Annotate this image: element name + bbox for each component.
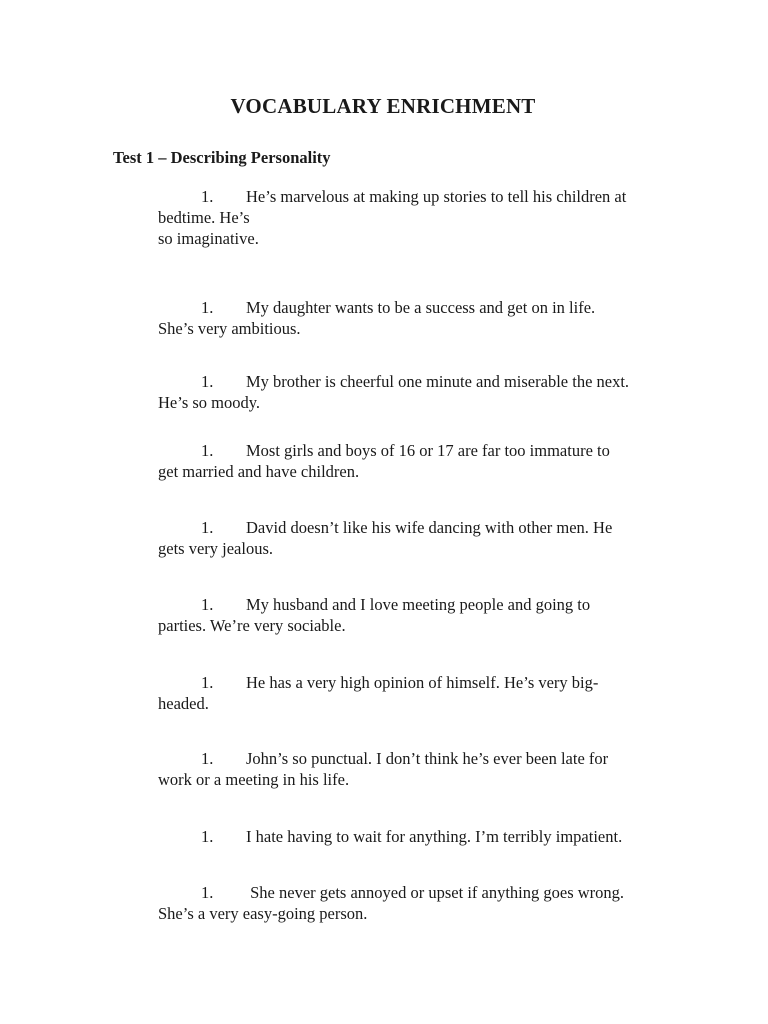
- item-text-continued: He’s so moody.: [158, 393, 261, 412]
- item-text-continued: gets very jealous.: [158, 539, 274, 558]
- list-item: [158, 594, 678, 636]
- item-text: My husband and I love meeting people and going to: [246, 595, 591, 614]
- list-item: [158, 371, 678, 413]
- item-number: 1.: [201, 187, 214, 206]
- item-number: 1.: [201, 518, 214, 537]
- list-item: [158, 826, 678, 847]
- item-number: 1.: [201, 673, 214, 692]
- item-text-continued: bedtime. He’s so imaginative.: [158, 208, 259, 248]
- list-item: [158, 186, 678, 249]
- item-text: John’s so punctual. I don’t think he’s ever been late for: [246, 749, 609, 768]
- item-text-continued: parties. We’re very sociable.: [158, 616, 346, 635]
- item-text: Most girls and boys of 16 or 17 are far too immature to: [246, 441, 610, 460]
- list-item: [158, 748, 678, 790]
- item-text: I hate having to wait for anything. I’m terribly impatient.: [246, 827, 623, 846]
- item-text: David doesn’t like his wife dancing with other men. He: [246, 518, 613, 537]
- list-item: [158, 440, 678, 482]
- item-number: 1.: [201, 827, 214, 846]
- list-item: [158, 297, 678, 339]
- item-text: My brother is cheerful one minute and miserable the next.: [246, 372, 630, 391]
- list-item: [158, 517, 678, 559]
- item-text-continued: work or a meeting in his life.: [158, 770, 350, 789]
- item-text: My daughter wants to be a success and get on in life.: [246, 298, 596, 317]
- section-heading: Test 1 – Describing Personality: [113, 148, 331, 167]
- list-item: [158, 672, 678, 714]
- item-number: 1.: [201, 298, 214, 317]
- item-text: He has a very high opinion of himself. He’s very big-: [246, 673, 599, 692]
- item-text-continued: She’s very ambitious.: [158, 319, 301, 338]
- page-title: VOCABULARY ENRICHMENT: [230, 94, 536, 118]
- item-text-continued: She’s a very easy-going person.: [158, 904, 368, 923]
- item-text-continued: headed.: [158, 694, 209, 713]
- item-number: 1.: [201, 441, 214, 460]
- item-text: He’s marvelous at making up stories to tell his children at: [246, 187, 627, 206]
- item-text: She never gets annoyed or upset if anything goes wrong.: [246, 883, 625, 902]
- item-text-continued: get married and have children.: [158, 462, 360, 481]
- item-number: 1.: [201, 749, 214, 768]
- list-item: [158, 882, 678, 924]
- item-number: 1.: [201, 883, 214, 902]
- item-number: 1.: [201, 595, 214, 614]
- item-number: 1.: [201, 372, 214, 391]
